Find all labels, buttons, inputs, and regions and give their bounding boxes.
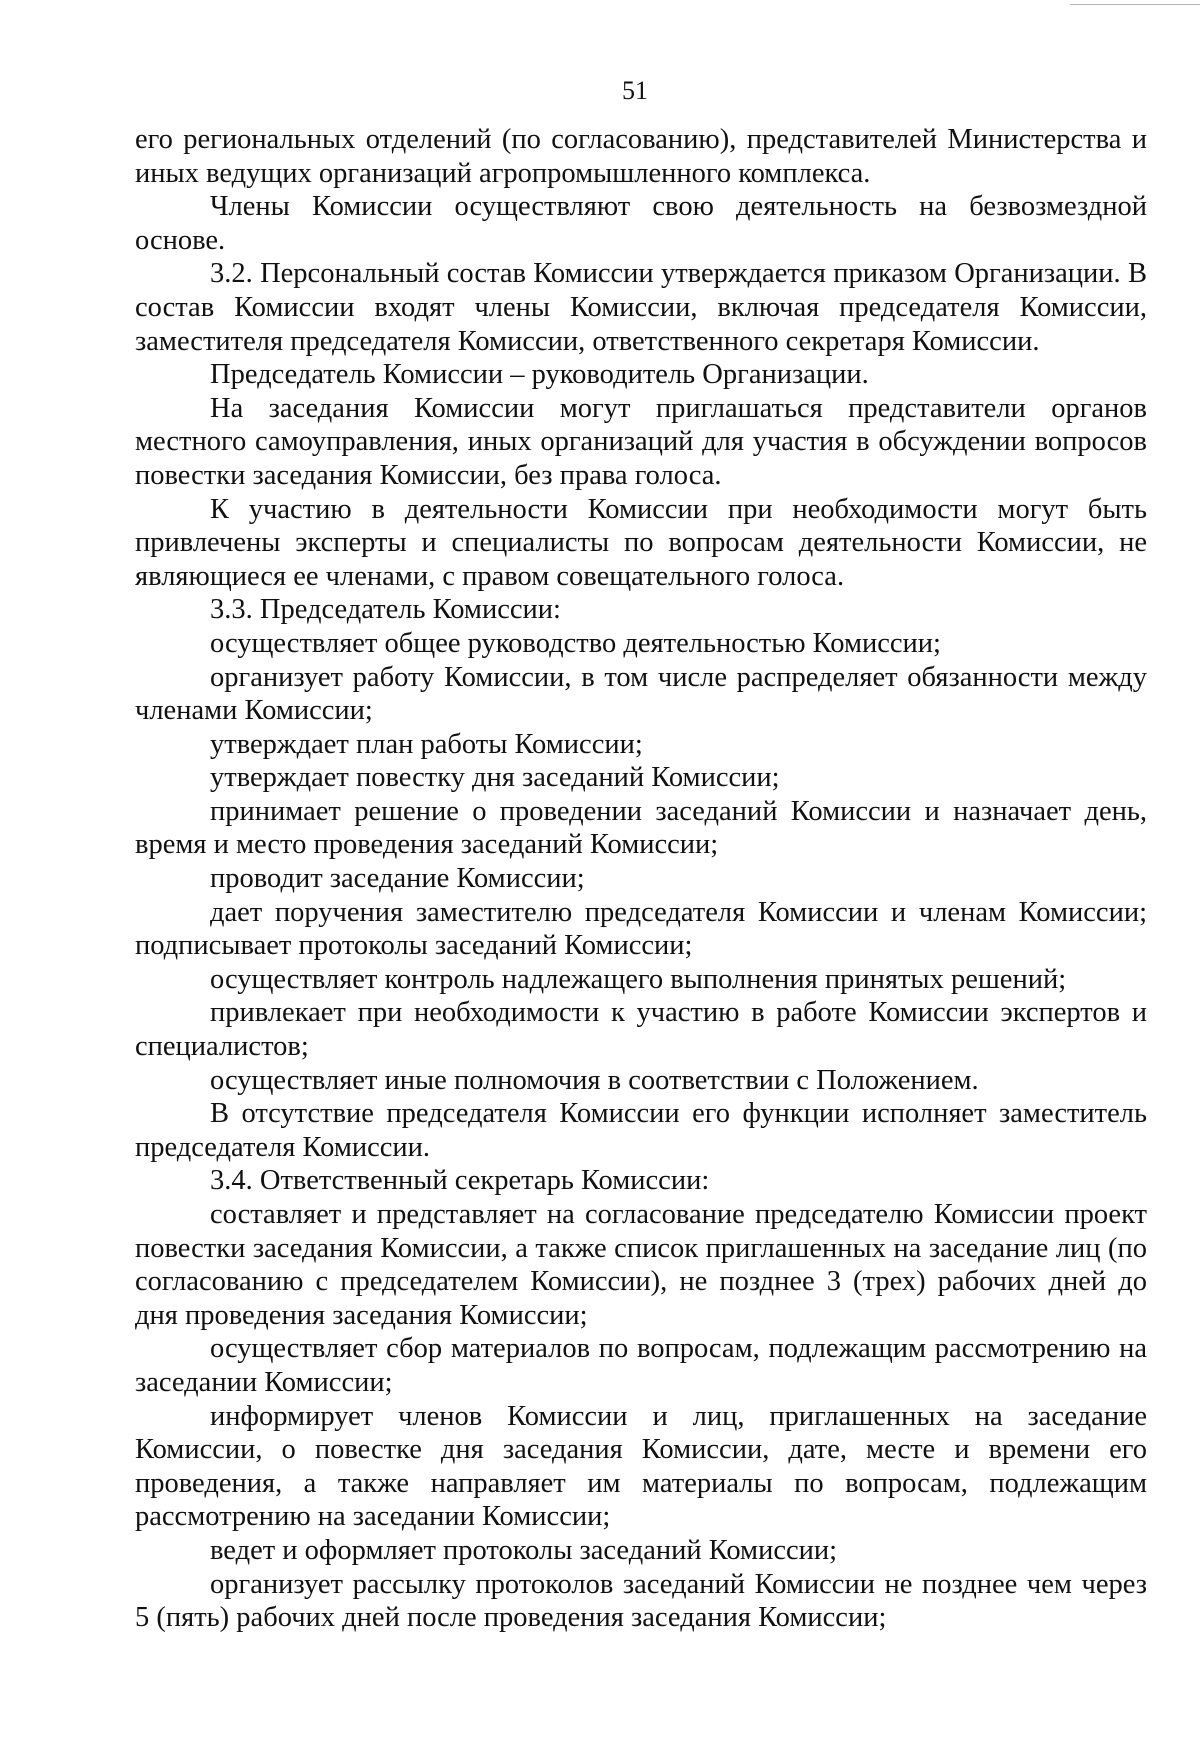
- list-item: организует рассылку протоколов заседаний Комиссии не позднее чем через 5 (пять) рабочих дней после проведения заседания Комиссии;: [135, 1568, 1147, 1634]
- list-item: осуществляет контроль надлежащего выполнения принятых решений;: [210, 963, 1067, 995]
- list-item: принимает решение о проведении заседаний Комиссии и назначает день, время и место проведения заседаний Комиссии;: [135, 795, 1147, 861]
- list-item: осуществляет сбор материалов по вопросам, подлежащим рассмотрению на заседании Комиссии;: [135, 1333, 1147, 1398]
- list-item: осуществляет общее руководство деятельностью Комиссии;: [210, 627, 941, 659]
- list-item: проводит заседание Комиссии;: [210, 863, 585, 895]
- paragraph: Члены Комиссии осуществляют свою деятельность на безвозмездной основе.: [135, 191, 1147, 256]
- page-number: 51: [622, 76, 648, 105]
- body-text: [135, 123, 1147, 1635]
- paragraph: В отсутствие председателя Комиссии его функции исполняет заместитель председателя Комиссии.: [135, 1098, 1147, 1163]
- list-item: утверждает повестку дня заседаний Комиссии;: [210, 762, 780, 794]
- list-item: составляет и представляет на согласование председателю Комиссии проект повестки заседания Комиссии, а также список приглашенных на заседание лиц (по согласованию с председателем Комиссии), не позднее 3 (трех) рабочих дней до дня проведения заседания Комиссии;: [135, 1199, 1147, 1331]
- paragraph-section-3-2: 3.2. Персональный состав Комиссии утверждается приказом Организации. В состав Комиссии входят члены Комиссии, включая председателя Комиссии, заместителя председателя Комиссии, ответственного секретаря Комиссии.: [135, 258, 1147, 357]
- paragraph-section-3-3: 3.3. Председатель Комиссии:: [210, 594, 561, 626]
- list-item: ведет и оформляет протоколы заседаний Комиссии;: [210, 1534, 838, 1566]
- list-item: привлекает при необходимости к участию в работе Комиссии экспертов и специалистов;: [135, 997, 1147, 1063]
- list-item: утверждает план работы Комиссии;: [210, 728, 643, 760]
- paragraph-continuation: его региональных отделений (по согласованию), представителей Министерства и иных ведущих организаций агропромышленного комплекса.: [135, 124, 1147, 189]
- paragraph: К участию в деятельности Комиссии при необходимости могут быть привлечены эксперты и специалисты по вопросам деятельности Комиссии, не являющиеся ее членами, с правом совещательного голоса.: [135, 493, 1147, 592]
- paragraph: Председатель Комиссии – руководитель Организации.: [210, 359, 869, 391]
- list-item: дает поручения заместителю председателя Комиссии и членам Комиссии; подписывает протоколы заседаний Комиссии;: [135, 896, 1147, 962]
- paragraph: На заседания Комиссии могут приглашаться представители органов местного самоуправления, иных организаций для участия в обсуждении вопросов повестки заседания Комиссии, без права голоса.: [135, 392, 1147, 491]
- paragraph-section-3-4: 3.4. Ответственный секретарь Комиссии:: [210, 1165, 710, 1197]
- list-item: организует работу Комиссии, в том числе распределяет обязанности между членами Комиссии;: [135, 661, 1147, 727]
- list-item: информирует членов Комиссии и лиц, приглашенных на заседание Комиссии, о повестке дня заседания Комиссии, дате, месте и времени его проведения, а также направляет им материалы по вопросам, подлежащим рассмотрению на заседании Комиссии;: [135, 1400, 1147, 1533]
- scan-edge-line: [1070, 4, 1200, 5]
- list-item: осуществляет иные полномочия в соответствии с Положением.: [210, 1064, 979, 1096]
